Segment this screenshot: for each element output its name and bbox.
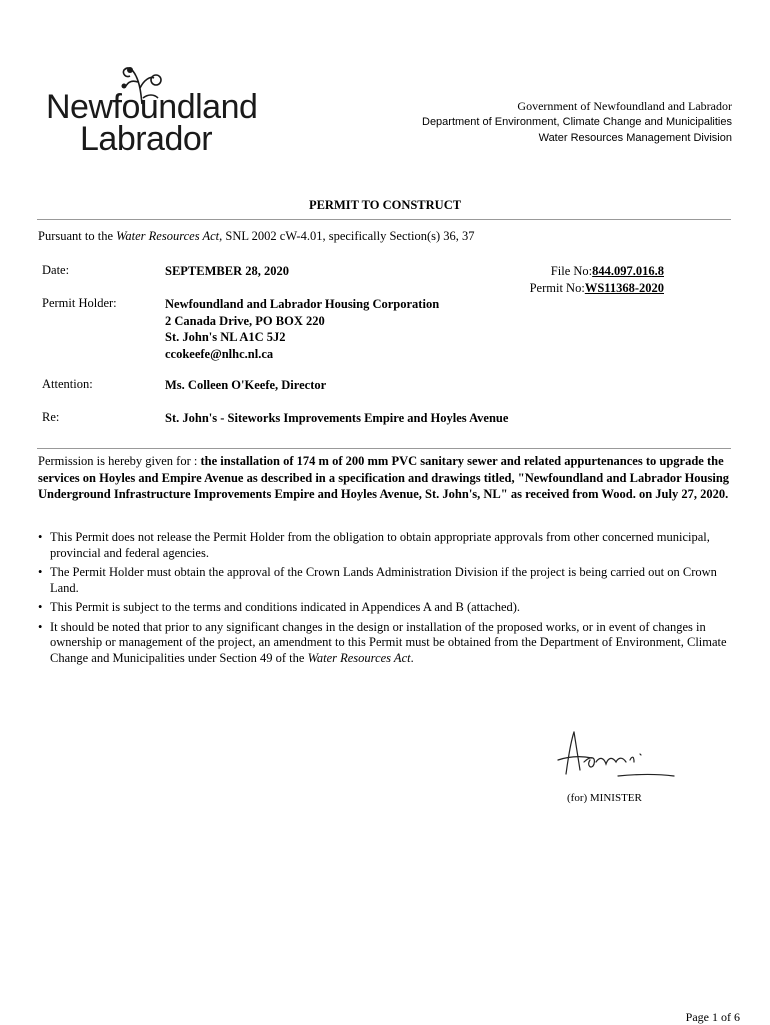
permission-prefix: Permission is hereby given for :: [38, 454, 201, 468]
holder-email: ccokeefe@nlhc.nl.ca: [165, 346, 274, 361]
logo-text-newfoundland: Newfoundland: [46, 88, 258, 126]
minister-signature: [548, 726, 678, 786]
page-number: Page 1 of 6: [685, 1010, 740, 1024]
file-permit-numbers: [530, 263, 664, 296]
division-name: Water Resources Management Division: [538, 132, 732, 144]
act-name: Water Resources Act: [116, 229, 220, 243]
file-number-label: File No:: [550, 264, 593, 278]
attention-label: Attention:: [42, 377, 93, 391]
holder-city: St. John's NL A1C 5J2: [165, 330, 286, 344]
permit-holder-label: Permit Holder:: [42, 296, 117, 310]
condition-item: [38, 620, 738, 667]
pursuant-statement: [38, 229, 475, 244]
permission-paragraph: [38, 453, 734, 503]
government-header: [422, 98, 732, 146]
department-name: Department of Environment, Climate Change and Municipalities: [422, 116, 732, 128]
date-value: SEPTEMBER 28, 2020: [165, 264, 289, 278]
condition-item: • This Permit does not release the Permit Holder from the obligation to obtain appropriate approvals from other concerned municipal, provincial and federal agencies.: [38, 530, 738, 561]
newfoundland-labrador-logo: [44, 58, 258, 158]
date-label: Date:: [42, 263, 70, 277]
pursuant-prefix: Pursuant to the: [38, 229, 117, 243]
permission-body: the installation of 174 m of 200 mm PVC sanitary sewer and related appurtenances to upgrade the services on Hoyles and Empire Avenue as described in a specification and drawings titled, "Newfoundland and Labrador Housing Underground Infrastructure Improvements Empire and Hoyles Avenue, St. John's, NL" as received from Wood. on July 27, 2020.: [38, 454, 730, 501]
logo-text-labrador: Labrador: [80, 120, 213, 158]
government-name: Government of Newfoundland and Labrador: [517, 99, 732, 113]
title-divider: [37, 219, 731, 220]
pursuant-suffix: , SNL 2002 cW-4.01, specifically Section(s) 36, 37: [219, 229, 475, 243]
re-label: Re:: [42, 410, 60, 424]
re-value: St. John's - Siteworks Improvements Empire and Hoyles Avenue: [165, 411, 509, 425]
document-title: PERMIT TO CONSTRUCT: [308, 198, 462, 212]
holder-address: 2 Canada Drive, PO BOX 220: [165, 313, 325, 328]
condition-text-end: .: [410, 650, 414, 665]
permit-number-label: Permit No:: [529, 280, 585, 295]
signature-caption: (for) MINISTER: [567, 792, 642, 804]
condition-item: • This Permit is subject to the terms and conditions indicated in Appendices A and B (attached).: [38, 600, 738, 616]
permit-number: [530, 280, 664, 297]
permit-number-value: WS11368-2020: [584, 280, 664, 295]
permit-holder-value: [165, 296, 439, 362]
holder-name: Newfoundland and Labrador Housing Corporation: [165, 297, 440, 311]
condition-item: • The Permit Holder must obtain the approval of the Crown Lands Administration Division if the project is being carried out on Crown Land.: [38, 565, 738, 596]
condition-text: It should be noted that prior to any significant changes in the design or installation of the proposed works, or in event of changes in ownership or management of the project, an amendment to this Permit must be obtained from the Department of Environment, Climate Change and Municipalities under Section 49 of the: [50, 619, 727, 665]
fields-divider: [37, 448, 731, 449]
file-number: [530, 263, 664, 280]
conditions-list: [38, 530, 738, 670]
attention-value: Ms. Colleen O'Keefe, Director: [165, 378, 327, 392]
act-name: Water Resources Act: [307, 650, 411, 665]
file-number-value: 844.097.016.8: [592, 264, 664, 278]
